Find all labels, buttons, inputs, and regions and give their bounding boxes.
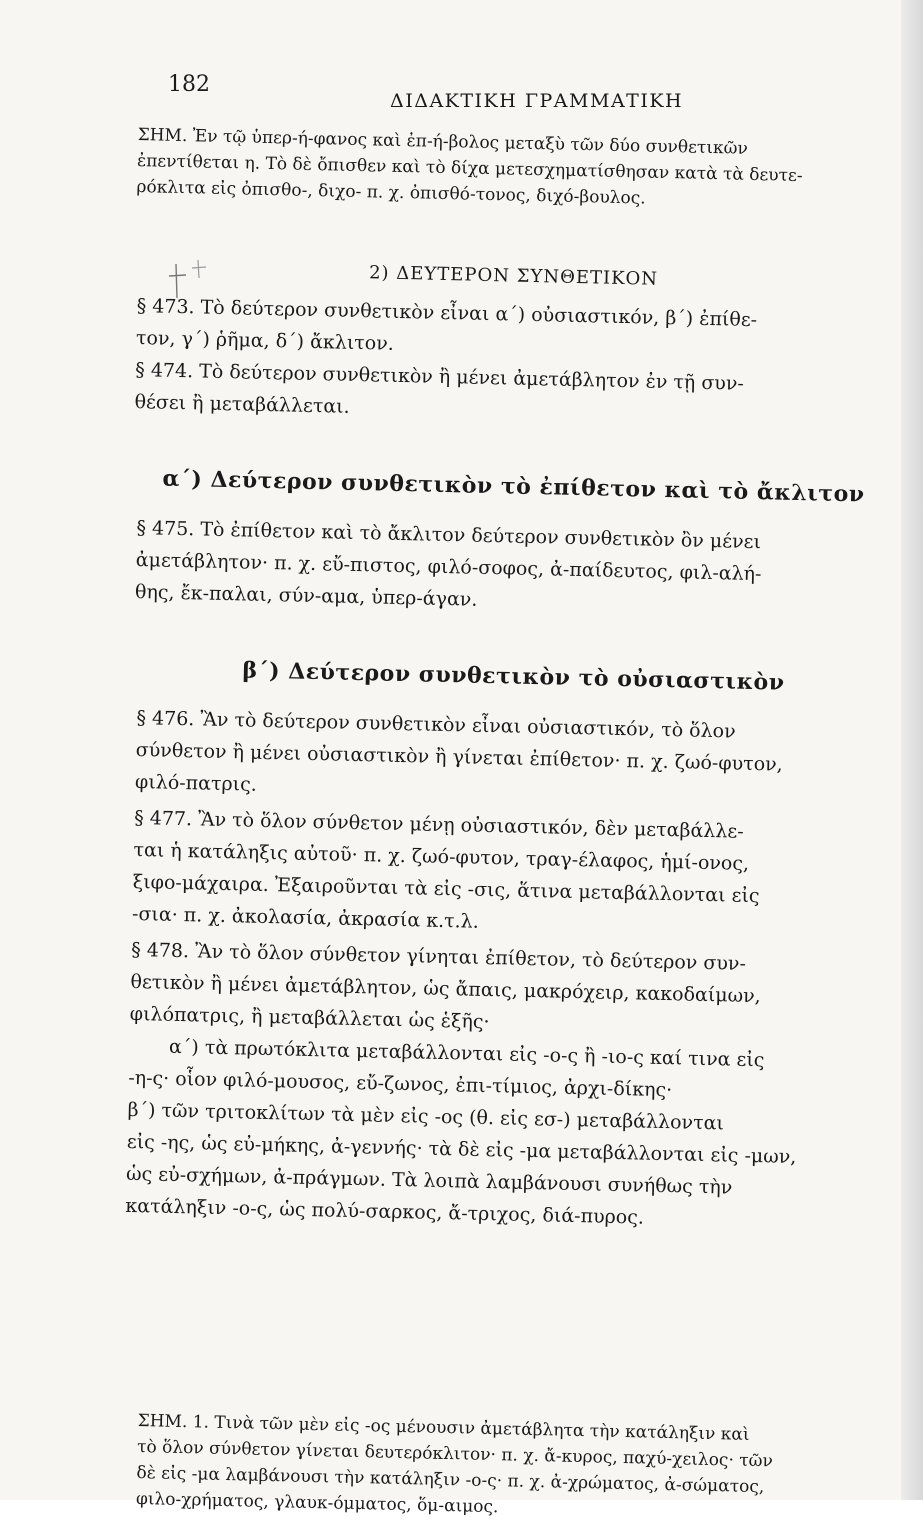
note-1-line: δὲ εἰς -μα λαμβάνουσι τὴν κατάληξιν -ο-ς· π. χ. ἀ-χρώματος, ἀ-σώματος, xyxy=(136,1462,765,1498)
note-top-line: ΣΗΜ. Ἐν τῷ ὑπερ-ή-φανος καὶ ἐπ-ή-βολος μεταξὺ τῶν δύο συνθετικῶν xyxy=(137,124,749,159)
paragraph-477-line: ται ἡ κατάληξις αὐτοῦ· π. χ. ζωό-φυτον, τραγ-έλαφος, ἡμί-ονος, xyxy=(133,838,750,875)
item-b-line: εἰς -ης, ὡς εὐ-μήκης, ἀ-γεννής· τὰ δὲ εἰς -μα μεταβάλλονται εἰς -μων, xyxy=(126,1130,797,1169)
paragraph-478-line: φιλόπατρις, ἢ μεταβάλλεται ὡς ἑξῆς· xyxy=(129,1002,490,1034)
paragraph-475-line: θης, ἔκ-παλαι, σύν-αμα, ὑπερ-άγαν. xyxy=(134,580,478,611)
subsection-a xyxy=(135,462,890,625)
note-top-line: ἐπεντίθεται η. Τὸ δὲ ὄπισθεν καὶ τὸ δίχα μετεσχηματίσθησαν κατὰ τὰ δευτε- xyxy=(136,150,803,187)
item-b-line: κατάληξιν -ο-ς, ὡς πολύ-σαρκος, ἄ-τριχος, διά-πυρος. xyxy=(125,1194,645,1229)
section-2-heading: 2) ΔΕΥΤΕΡΟΝ ΣΥΝΘΕΤΙΚΟΝ xyxy=(368,262,659,290)
item-a-line: α΄) τὰ πρωτόκλιτα μεταβάλλονται εἰς -ο-ς ἢ -ιο-ς καί τινα εἰς xyxy=(168,1035,765,1072)
subsection-a-heading: α΄) Δεύτερον συνθετικὸν τὸ ἐπίθετον καὶ τὸ ἄκλιτον xyxy=(162,465,865,508)
subsection-b-heading: β΄) Δεύτερον συνθετικὸν τὸ οὐσιαστικὸν xyxy=(242,657,785,696)
paragraph-476-line: φιλό-πατρις. xyxy=(134,770,258,796)
paragraph-475-line: ἀμετάβλητον· π. χ. εὔ-πιστος, φιλό-σοφος, ἀ-παίδευτος, φιλ-αλή- xyxy=(135,548,762,586)
paragraph-473-line: τον, γ΄) ῥῆμα, δ΄) ἄκλιτον. xyxy=(135,326,395,355)
note-1-line: τὸ ὅλον σύνθετον γίνεται δευτερόκλιτον· π. χ. ἄ-κυρος, παχύ-χειλος· τῶν xyxy=(136,1436,774,1472)
item-b-line: β΄) τῶν τριτοκλίτων τὰ μὲν εἰς -ος (θ. εἰς εσ-) μεταβάλλονται xyxy=(127,1098,725,1135)
subsection-b xyxy=(125,652,890,1239)
page-number: 182 xyxy=(168,72,210,97)
note-1-line: ΣΗΜ. 1. Τινὰ τῶν μὲν εἰς -ος μένουσιν ἀμετάβλητα τὴν κατάληξιν καὶ xyxy=(137,1410,750,1445)
note-1 xyxy=(136,1408,890,1529)
note-1-line: φιλο-χρήματος, γλαυκ-όμματος, ὅμ-αιμος. xyxy=(135,1488,499,1518)
item-a-line: -η-ς· οἷον φιλό-μουσος, εὔ-ζωνος, ἐπι-τίμιος, ἀρχι-δίκης· xyxy=(128,1066,673,1102)
paragraph-475-line: § 475. Τὸ ἐπίθετον καὶ τὸ ἄκλιτον δεύτερον συνθετικὸν ὂν μένει xyxy=(136,516,762,554)
paragraph-477-line: ξιφο-μάχαιρα. Ἐξαιροῦνται τὰ εἰς -σις, ἅτινα μεταβάλλονται εἰς xyxy=(132,870,760,908)
running-title: ΔΙΔΑΚΤΙΚΗ ΓΡΑΜΜΑΤΙΚΗ xyxy=(390,90,684,112)
paragraph-478-line: § 478. Ἂν τὸ ὅλον σύνθετον γίνηται ἐπίθετον, τὸ δεύτερον συν- xyxy=(130,938,747,975)
page-edge-shadow xyxy=(901,0,923,1500)
paragraph-476-line: § 476. Ἂν τὸ δεύτερον συνθετικὸν εἶναι οὐσιαστικόν, τὸ ὅλον xyxy=(136,706,736,743)
note-top xyxy=(136,122,890,217)
paragraph-474-line: θέσει ἢ μεταβάλλεται. xyxy=(134,390,350,418)
paragraph-478-line: θετικὸν ἢ μένει ἀμετάβλητον, ὡς ἄπαις, μακρόχειρ, κακοδαίμων, xyxy=(130,970,761,1008)
paragraph-474-line: § 474. Τὸ δεύτερον συνθετικὸν ἢ μένει ἀμετάβλητον ἐν τῇ συν- xyxy=(135,358,745,395)
item-b-line: ὡς εὐ-σχήμων, ἀ-πράγμων. Τὰ λοιπὰ λαμβάνουσι συνήθως τὴν xyxy=(125,1162,733,1199)
paragraph-477-line: -σια· π. χ. ἀκολασία, ἀκρασία κ.τ.λ. xyxy=(131,902,480,933)
note-top-line: ρόκλιτα εἰς ὀπισθο-, διχο- π. χ. ὀπισθό-τονος, διχό-βουλος. xyxy=(136,176,646,209)
paragraph-477-line: § 477. Ἂν τὸ ὅλον σύνθετον μένῃ οὐσιαστικόν, δὲν μεταβάλλε- xyxy=(133,806,744,843)
section-2 xyxy=(134,252,890,435)
paragraph-473-line: § 473. Τὸ δεύτερον συνθετικὸν εἶναι α΄) οὐσιαστικόν, β΄) ἐπίθε- xyxy=(136,294,758,332)
paragraph-476-line: σύνθετον ἢ μένει οὐσιαστικὸν ἢ γίνεται ἐπίθετον· π. χ. ζωό-φυτον, xyxy=(135,738,783,776)
